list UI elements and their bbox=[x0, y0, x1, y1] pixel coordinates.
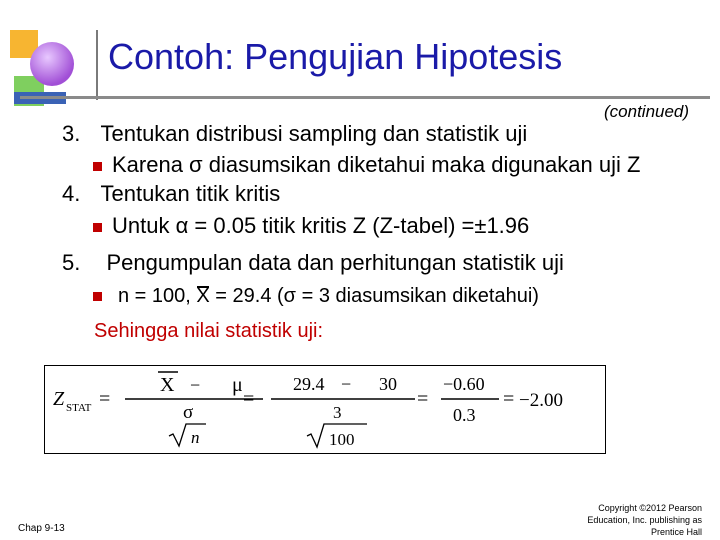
formula-equals-2: = bbox=[243, 388, 255, 410]
formula-den-0-3: 0.3 bbox=[453, 405, 476, 425]
conclusion-text: Sehingga nilai statistik uji: bbox=[94, 320, 324, 342]
formula-sigma: σ bbox=[183, 402, 194, 423]
step-5-sub-suffix: = 29.4 (σ = 3 diasumsikan diketahui) bbox=[209, 285, 539, 307]
bullet-icon bbox=[93, 223, 102, 232]
formula-z: Z bbox=[53, 388, 65, 410]
z-stat-formula bbox=[44, 365, 606, 454]
step-4-text: Tentukan titik kritis bbox=[100, 181, 281, 206]
step-4-sub-text: Untuk α = 0.05 titik kritis Z (Z-tabel) =±1.96 bbox=[112, 213, 530, 238]
step-3-text: Tentukan distribusi sampling dan statistik uji bbox=[100, 121, 528, 146]
logo-square-purple bbox=[30, 42, 74, 86]
formula-sqrt-n: n bbox=[191, 428, 200, 447]
bullet-icon bbox=[93, 292, 102, 301]
formula-sqrt-100: 100 bbox=[329, 430, 355, 449]
step-5-sub bbox=[93, 285, 539, 308]
sqrt-n-symbol bbox=[169, 424, 206, 446]
step-3-sub-text: Karena σ diasumsikan diketahui maka digunakan uji Z bbox=[112, 152, 641, 177]
bullet-icon bbox=[93, 162, 102, 171]
copyright-line-3: Prentice Hall bbox=[650, 527, 702, 537]
formula-svg bbox=[45, 366, 605, 453]
step-4 bbox=[62, 181, 280, 207]
step-5 bbox=[62, 250, 564, 276]
formula-minus-2: − bbox=[341, 374, 352, 394]
step-5-text: Pengumpulan data dan perhitungan statistik uji bbox=[106, 250, 564, 275]
formula-equals-3: = bbox=[417, 388, 429, 410]
formula-minus: − bbox=[190, 375, 201, 395]
formula-mu-value: 30 bbox=[379, 374, 397, 394]
formula-mu: μ bbox=[232, 374, 243, 396]
step-3-sub bbox=[93, 152, 640, 178]
decorative-logo bbox=[0, 30, 110, 120]
slide-title: Contoh: Pengujian Hipotesis bbox=[108, 36, 563, 77]
xbar-symbol: X bbox=[196, 285, 210, 307]
continued-label: (continued) bbox=[604, 102, 690, 121]
footer-copyright bbox=[560, 502, 702, 538]
copyright-line-2: Education, Inc. publishing as bbox=[587, 515, 702, 525]
formula-xbar: X bbox=[160, 374, 175, 396]
title-divider-horizontal bbox=[20, 96, 710, 99]
step-5-number: 5. bbox=[62, 250, 81, 275]
footer-chapter: Chap 9-13 bbox=[18, 523, 65, 534]
formula-num-neg-0-60: −0.60 bbox=[443, 374, 485, 394]
step-3 bbox=[62, 121, 527, 147]
formula-num-29-4: 29.4 bbox=[293, 374, 325, 394]
title-divider-vertical bbox=[96, 30, 98, 100]
step-4-number: 4. bbox=[62, 181, 81, 206]
formula-equals-4: = bbox=[503, 388, 515, 410]
step-5-sub-prefix: n = 100, bbox=[118, 285, 197, 307]
step-4-sub bbox=[93, 213, 529, 239]
copyright-line-1: Copyright ©2012 Pearson bbox=[598, 503, 702, 513]
formula-sigma-value: 3 bbox=[333, 403, 342, 422]
formula-equals-1: = bbox=[99, 388, 111, 410]
step-3-number: 3. bbox=[62, 121, 81, 146]
formula-z-subscript: STAT bbox=[66, 402, 92, 414]
formula-result: −2.00 bbox=[519, 390, 563, 411]
